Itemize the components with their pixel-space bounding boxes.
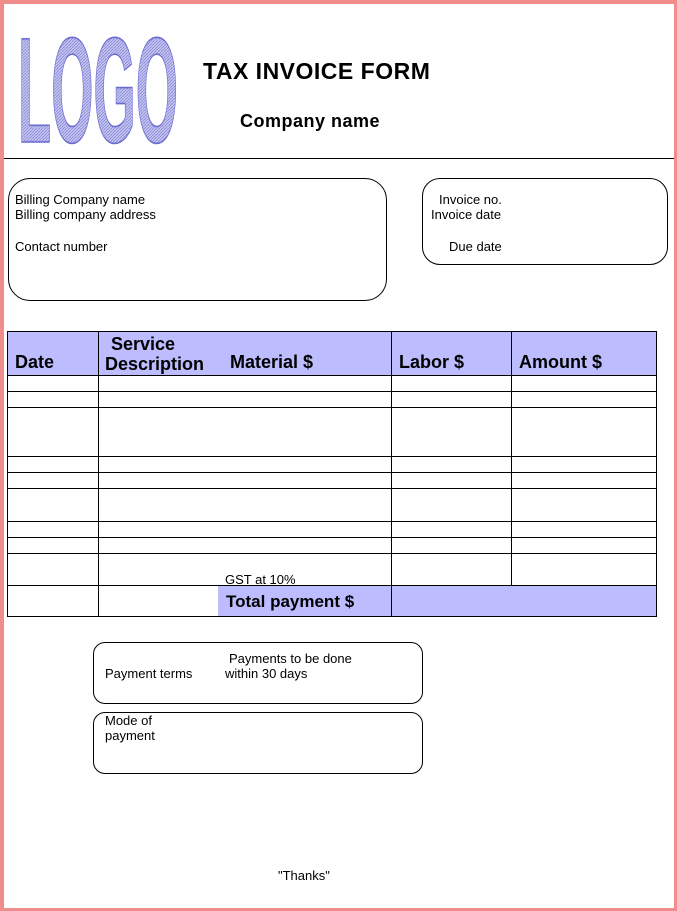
total-payment-label: Total payment $ — [218, 586, 391, 616]
thanks-note: "Thanks" — [278, 868, 330, 883]
table-row — [8, 392, 657, 408]
header-labor: Labor $ — [392, 332, 512, 376]
header-amount: Amount $ — [512, 332, 657, 376]
payment-mode-line2: payment — [105, 728, 155, 743]
header-service-line2: Description — [105, 354, 205, 374]
logo-image — [14, 4, 186, 156]
header-service-material — [99, 332, 392, 376]
header-date: Date — [8, 332, 99, 376]
payment-terms-value-line1: Payments to be done — [229, 651, 352, 666]
total-row — [8, 586, 657, 617]
invoice-number-label: Invoice no. — [439, 192, 502, 207]
table-row — [8, 376, 657, 392]
table-row — [8, 408, 657, 457]
table-row — [8, 489, 657, 522]
table-row — [8, 457, 657, 473]
items-table — [7, 331, 657, 617]
due-date-label: Due date — [449, 239, 502, 254]
company-name: Company name — [240, 111, 381, 131]
logo-text: LOGO — [18, 6, 178, 156]
gst-label: GST at 10% — [225, 572, 296, 587]
billing-company-name: Billing Company name — [15, 192, 146, 207]
payment-terms-value-line2: within 30 days — [225, 666, 308, 681]
header-service-line1: Service — [111, 334, 176, 354]
payment-mode-line1: Mode of — [105, 713, 152, 728]
gst-row — [8, 554, 657, 586]
invoice-date-label: Invoice date — [431, 207, 502, 222]
table-row — [8, 538, 657, 554]
form-title: TAX INVOICE FORM — [203, 58, 431, 84]
contact-number: Contact number — [15, 239, 108, 254]
header-material: Material $ — [230, 352, 314, 372]
table-row — [8, 522, 657, 538]
payment-terms-label: Payment terms — [105, 666, 193, 681]
table-header-row — [8, 332, 657, 376]
header-divider — [4, 158, 674, 159]
table-row — [8, 473, 657, 489]
total-payment-value[interactable] — [392, 586, 657, 617]
billing-company-address: Billing company address — [15, 207, 156, 222]
